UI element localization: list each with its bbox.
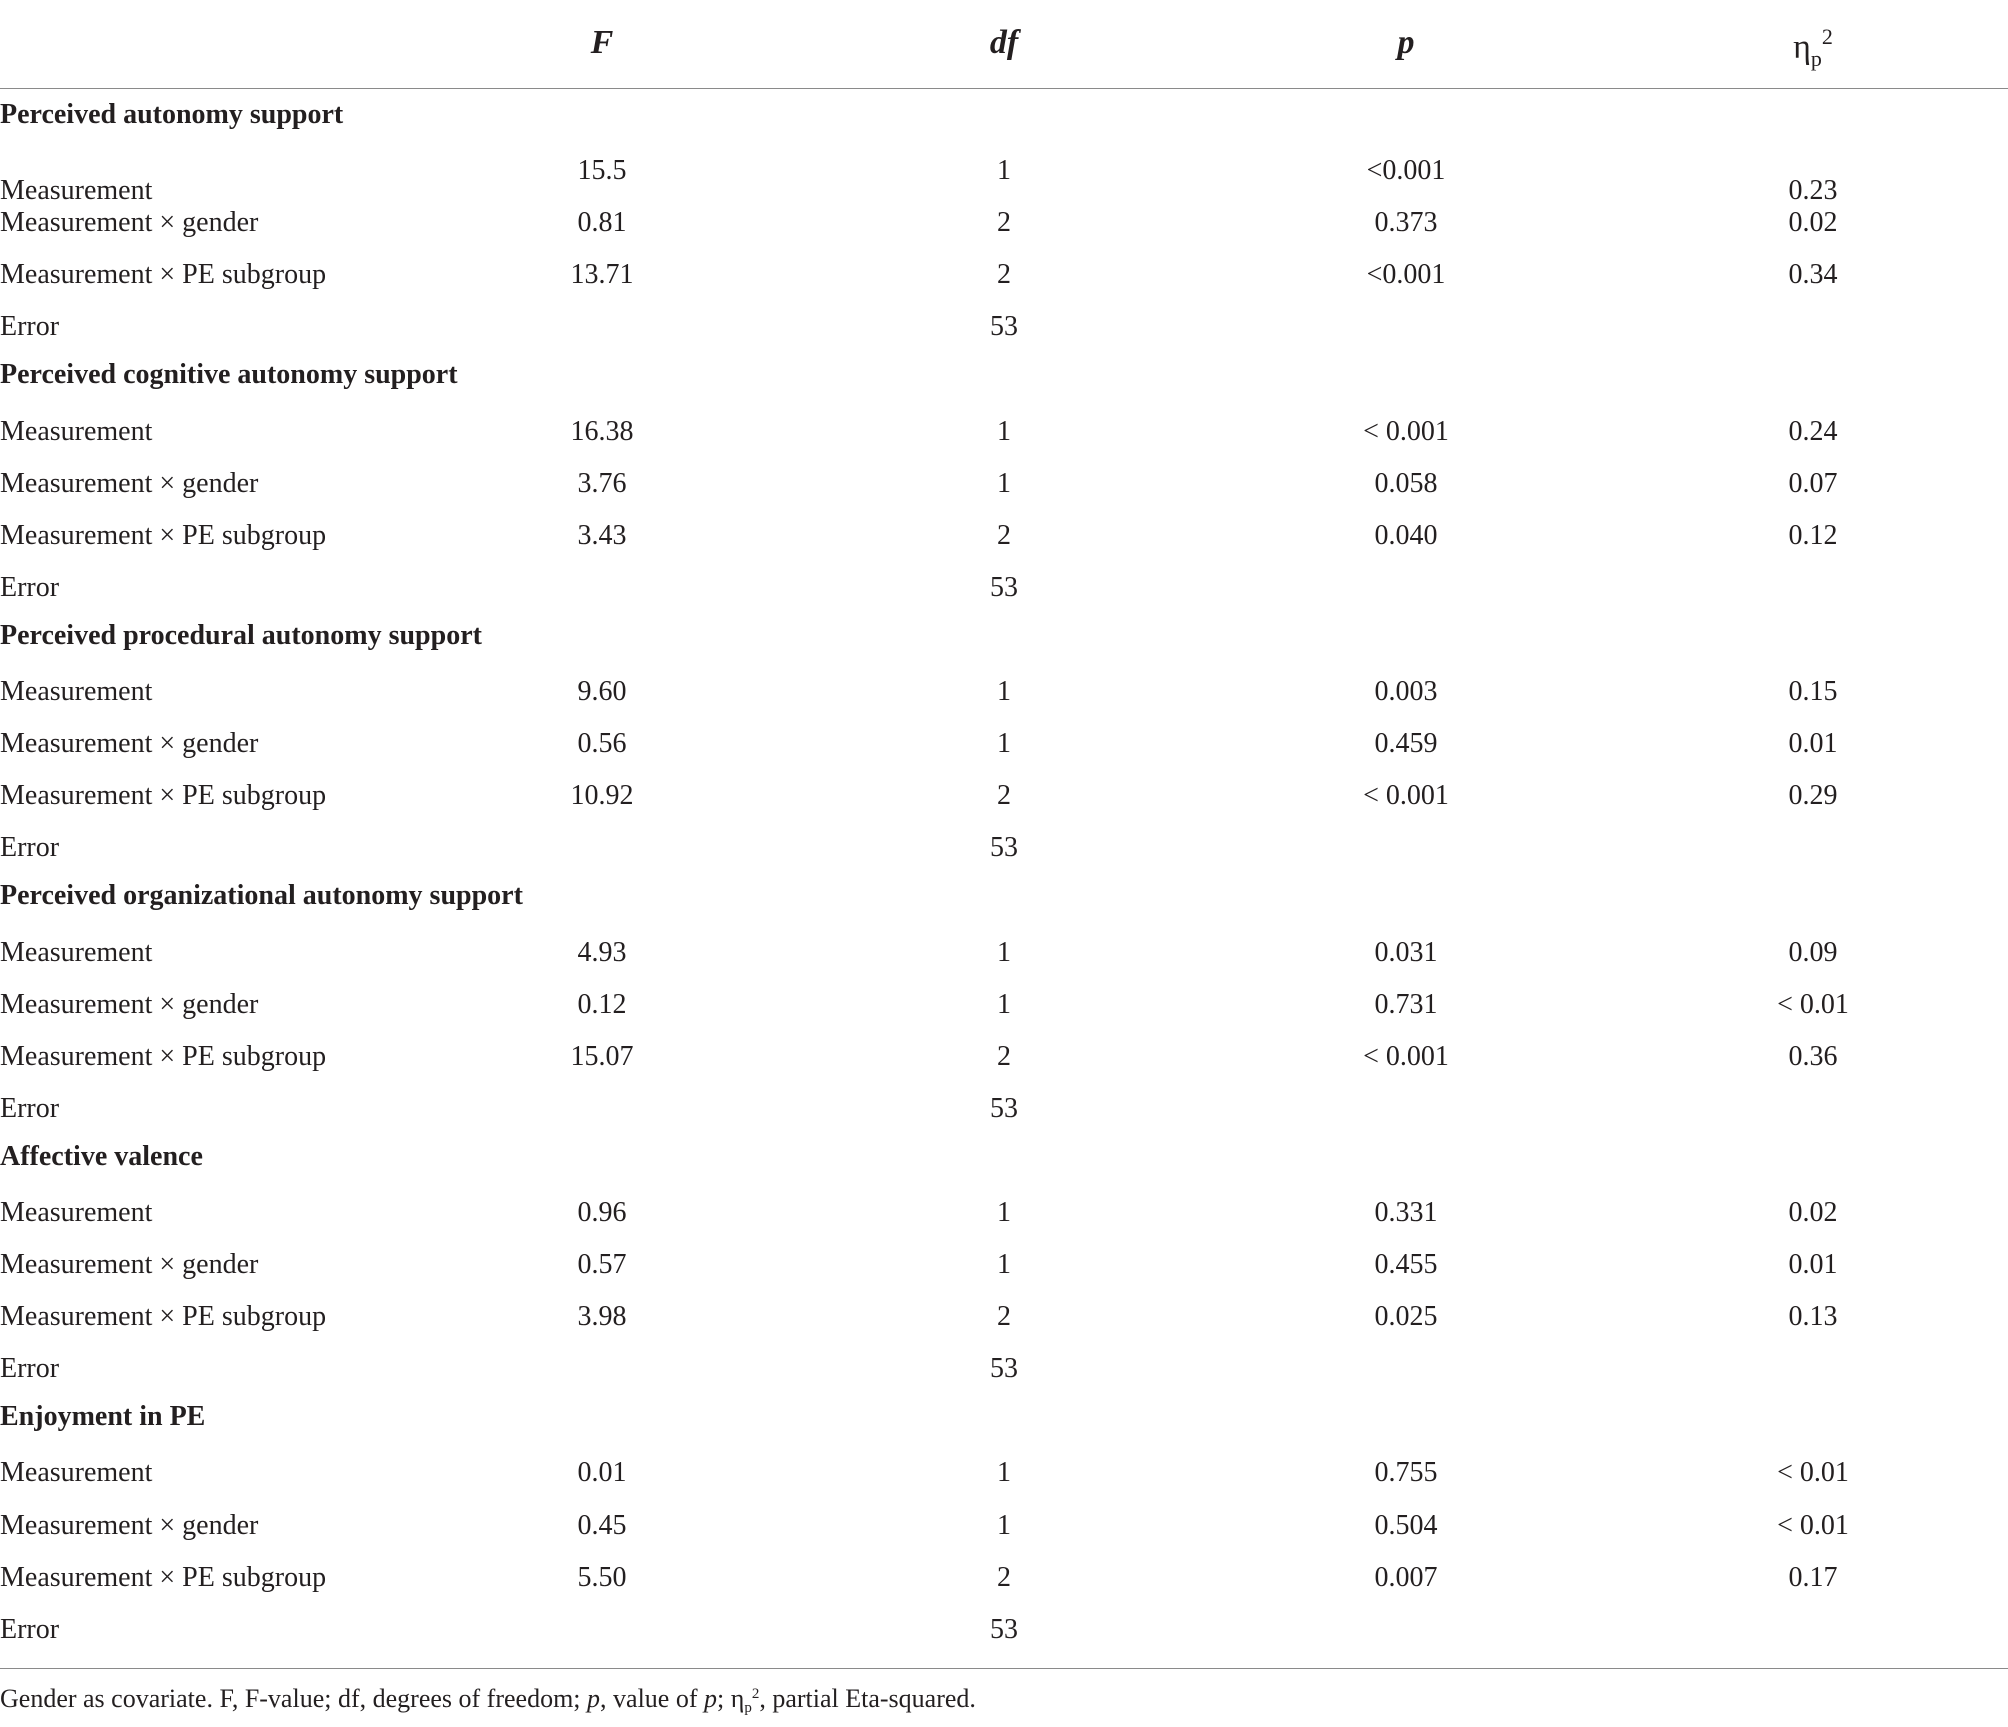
- row-label: Measurement × gender: [0, 1249, 259, 1281]
- section-heading-row: [0, 1391, 2008, 1443]
- row-label: Measurement: [0, 415, 153, 447]
- df-value: 1: [997, 676, 1011, 708]
- row-label: Error: [0, 311, 60, 343]
- eta-symbol: η: [1793, 29, 1811, 66]
- row-label: Error: [0, 1092, 60, 1124]
- f-value: 15.5: [577, 155, 627, 187]
- row-label: Measurement: [0, 1457, 153, 1489]
- df-value: 1: [997, 1196, 1011, 1228]
- df-value: 53: [990, 1613, 1018, 1645]
- f-value: 3.43: [577, 519, 627, 551]
- row-label: Measurement × gender: [0, 467, 259, 499]
- row-label: Measurement × PE subgroup: [0, 259, 327, 291]
- footnote-text-2: , value of: [600, 1684, 704, 1713]
- section-heading-row: [0, 870, 2008, 922]
- df-value: 2: [997, 1040, 1011, 1072]
- eta-value: 0.15: [1788, 676, 1838, 708]
- eta-value: 0.23: [1788, 175, 1838, 207]
- df-value: 1: [997, 728, 1011, 760]
- table-row: [0, 1548, 2008, 1600]
- df-value: 2: [997, 1561, 1011, 1593]
- df-value: 53: [990, 832, 1018, 864]
- footnote-p-italic-2: p: [704, 1684, 717, 1713]
- table-row: [0, 818, 2008, 870]
- table-row: [0, 1235, 2008, 1287]
- df-value: 1: [997, 467, 1011, 499]
- df-value: 2: [997, 780, 1011, 812]
- f-value: 3.76: [577, 467, 627, 499]
- section-heading-row: [0, 610, 2008, 662]
- f-value: 4.93: [577, 936, 627, 968]
- p-value: 0.058: [1374, 467, 1438, 499]
- p-value: 0.373: [1374, 207, 1438, 239]
- p-value: 0.331: [1374, 1196, 1438, 1228]
- df-value: 1: [997, 1509, 1011, 1541]
- eta-value: < 0.01: [1777, 988, 1849, 1020]
- p-value: < 0.001: [1363, 415, 1449, 447]
- table-row: [0, 1079, 2008, 1131]
- df-value: 53: [990, 311, 1018, 343]
- table-footnote: [0, 1684, 976, 1717]
- eta-value: 0.09: [1788, 936, 1838, 968]
- row-label: Measurement × gender: [0, 207, 259, 239]
- p-value: 0.007: [1374, 1561, 1438, 1593]
- eta-value: 0.24: [1788, 415, 1838, 447]
- table-row: [0, 1339, 2008, 1391]
- footnote-text-4: , partial Eta-squared.: [759, 1684, 976, 1713]
- row-label: Measurement: [0, 175, 153, 207]
- df-value: 53: [990, 1092, 1018, 1124]
- table-body: [0, 89, 2008, 1652]
- f-value: 3.98: [577, 1301, 627, 1333]
- table-row: [0, 558, 2008, 610]
- row-label: Measurement × PE subgroup: [0, 519, 327, 551]
- footnote-sub: p: [744, 1700, 752, 1716]
- table-row: [0, 662, 2008, 714]
- p-value: 0.025: [1374, 1301, 1438, 1333]
- table-row: [0, 766, 2008, 818]
- eta-value: 0.17: [1788, 1561, 1838, 1593]
- table-row: [0, 245, 2008, 297]
- df-value: 53: [990, 1353, 1018, 1385]
- header-df: df: [989, 24, 1019, 61]
- df-value: 1: [997, 1457, 1011, 1489]
- row-label: Measurement: [0, 676, 153, 708]
- table-row: [0, 975, 2008, 1027]
- row-label: Measurement × PE subgroup: [0, 1301, 327, 1333]
- table-row: [0, 714, 2008, 766]
- df-value: 2: [997, 1301, 1011, 1333]
- df-value: 1: [997, 155, 1011, 187]
- p-value: <0.001: [1366, 259, 1446, 291]
- eta-value: 0.07: [1788, 467, 1838, 499]
- section-heading-row: [0, 1131, 2008, 1183]
- row-label: Measurement × gender: [0, 1509, 259, 1541]
- f-value: 0.01: [577, 1457, 627, 1489]
- footnote-sup: 2: [751, 1686, 760, 1702]
- f-value: 0.45: [577, 1509, 627, 1541]
- header-f: F: [590, 24, 614, 61]
- f-value: 0.12: [577, 988, 627, 1020]
- row-label: Error: [0, 571, 60, 603]
- f-value: 0.96: [577, 1196, 627, 1228]
- section-title: Affective valence: [0, 1140, 203, 1172]
- section-title: Enjoyment in PE: [0, 1401, 206, 1433]
- eta-value: < 0.01: [1777, 1457, 1849, 1489]
- table-row: [0, 454, 2008, 506]
- table-row: [0, 193, 2008, 245]
- table-row: [0, 1443, 2008, 1495]
- df-value: 53: [990, 571, 1018, 603]
- footnote-text-3: ; η: [717, 1684, 745, 1713]
- p-value: 0.459: [1374, 728, 1438, 760]
- p-value: 0.755: [1374, 1457, 1438, 1489]
- row-label: Measurement × gender: [0, 988, 259, 1020]
- f-value: 10.92: [570, 780, 634, 812]
- p-value: 0.504: [1374, 1509, 1438, 1541]
- table-row: [0, 1183, 2008, 1235]
- footnote-p-italic: p: [587, 1684, 601, 1713]
- p-value: 0.731: [1374, 988, 1438, 1020]
- section-title: Perceived procedural autonomy support: [0, 619, 482, 651]
- table-row: [0, 1027, 2008, 1079]
- eta-value: 0.36: [1788, 1040, 1838, 1072]
- table-row: [0, 141, 2008, 207]
- table-header: [0, 0, 2008, 89]
- p-value: 0.031: [1374, 936, 1438, 968]
- row-label: Measurement × gender: [0, 728, 259, 760]
- table-row: [0, 1600, 2008, 1652]
- eta-subscript: p: [1810, 46, 1822, 71]
- table-row: [0, 923, 2008, 975]
- row-label: Measurement × PE subgroup: [0, 1561, 327, 1593]
- p-value: <0.001: [1366, 155, 1446, 187]
- header-p: p: [1397, 24, 1415, 61]
- section-title: Perceived autonomy support: [0, 99, 344, 130]
- eta-value: 0.13: [1788, 1301, 1838, 1333]
- row-label: Measurement: [0, 1196, 153, 1228]
- p-value: 0.455: [1374, 1249, 1438, 1281]
- eta-value: 0.34: [1788, 259, 1838, 291]
- eta-superscript: 2: [1821, 24, 1833, 49]
- row-label: Measurement × PE subgroup: [0, 1040, 327, 1072]
- row-label: Error: [0, 832, 60, 864]
- eta-value: 0.12: [1788, 519, 1838, 551]
- table-row: [0, 402, 2008, 454]
- eta-value: 0.02: [1788, 207, 1838, 239]
- row-label: Measurement: [0, 936, 153, 968]
- f-value: 16.38: [570, 415, 634, 447]
- table-row: [0, 1287, 2008, 1339]
- df-value: 1: [997, 936, 1011, 968]
- df-value: 1: [997, 415, 1011, 447]
- f-value: 13.71: [570, 259, 634, 291]
- eta-value: 0.02: [1788, 1196, 1838, 1228]
- eta-value: 0.01: [1788, 1249, 1838, 1281]
- p-value: 0.003: [1374, 676, 1438, 708]
- section-title: Perceived cognitive autonomy support: [0, 359, 458, 391]
- section-title: Perceived organizational autonomy support: [0, 880, 523, 912]
- df-value: 2: [997, 519, 1011, 551]
- table-row: [0, 1496, 2008, 1548]
- p-value: < 0.001: [1363, 780, 1449, 812]
- table-row: [0, 506, 2008, 558]
- f-value: 9.60: [577, 676, 627, 708]
- f-value: 0.56: [577, 728, 627, 760]
- p-value: 0.040: [1374, 519, 1438, 551]
- f-value: 0.57: [577, 1249, 627, 1281]
- row-label: Error: [0, 1613, 60, 1645]
- section-heading-row: [0, 89, 2008, 141]
- footnote-text-1: Gender as covariate. F, F-value; df, degrees of freedom;: [0, 1684, 588, 1713]
- df-value: 1: [997, 988, 1011, 1020]
- footer-divider: [0, 1668, 2008, 1669]
- eta-value: < 0.01: [1777, 1509, 1849, 1541]
- section-heading-row: [0, 349, 2008, 401]
- eta-value: 0.29: [1788, 780, 1838, 812]
- f-value: 0.81: [577, 207, 627, 239]
- row-label: Measurement × PE subgroup: [0, 780, 327, 812]
- df-value: 2: [997, 259, 1011, 291]
- p-value: < 0.001: [1363, 1040, 1449, 1072]
- eta-value: 0.01: [1788, 728, 1838, 760]
- df-value: 2: [997, 207, 1011, 239]
- row-label: Error: [0, 1353, 60, 1385]
- df-value: 1: [997, 1249, 1011, 1281]
- f-value: 5.50: [577, 1561, 627, 1593]
- table-row: [0, 297, 2008, 349]
- header-eta: [1793, 24, 1833, 72]
- f-value: 15.07: [570, 1040, 634, 1072]
